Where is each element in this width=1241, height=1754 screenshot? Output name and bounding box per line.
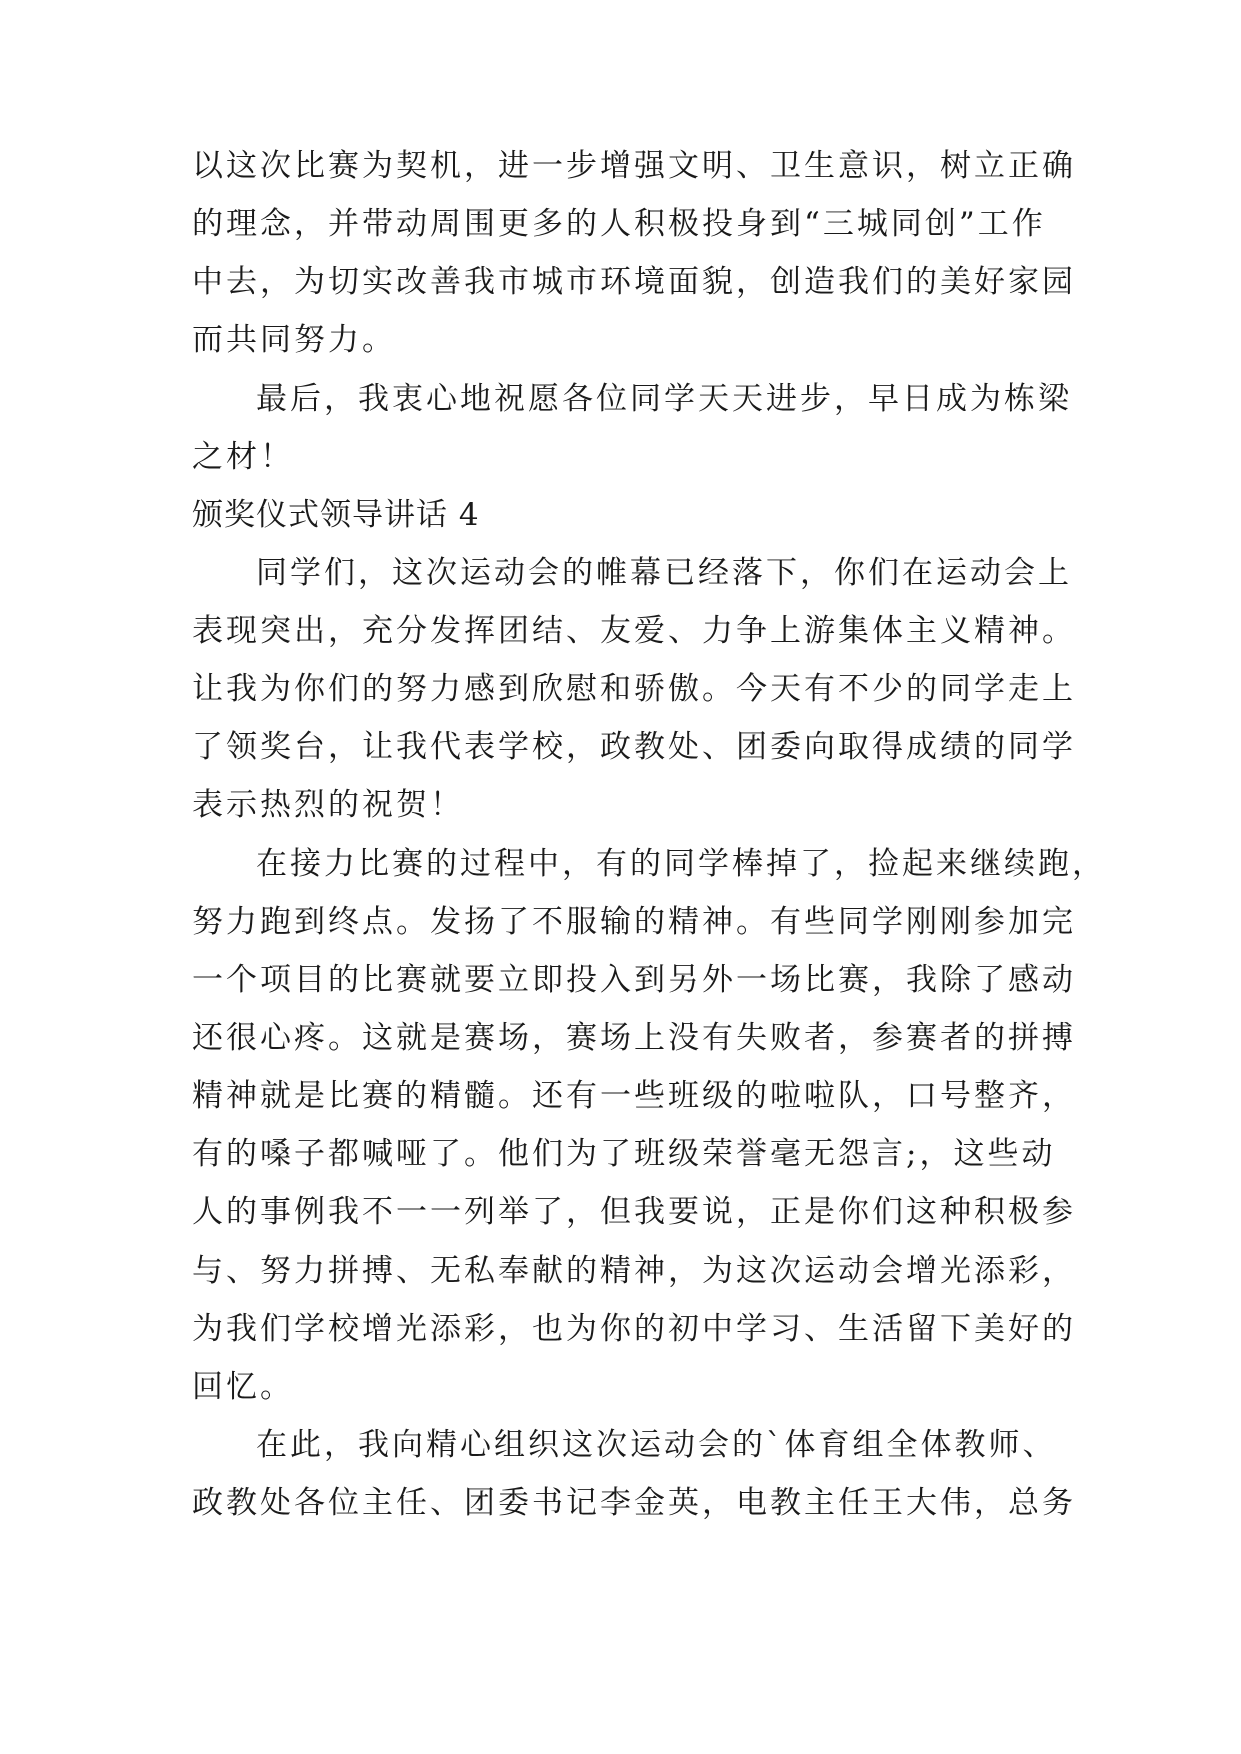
text-line: 一个项目的比赛就要立即投入到另外一场比赛，我除了感动 bbox=[192, 962, 1076, 998]
text-line: 表示热烈的祝贺！ bbox=[192, 787, 464, 823]
text-line: 的理念，并带动周围更多的人积极投身到“三城同创”工作 bbox=[192, 206, 1046, 242]
text-line: 在此，我向精心组织这次运动会的`体育组全体教师、 bbox=[256, 1427, 1057, 1463]
text-line: 之材！ bbox=[192, 439, 294, 475]
text-line: 表现突出，充分发挥团结、友爱、力争上游集体主义精神。 bbox=[192, 613, 1076, 649]
text-line: 精神就是比赛的精髓。还有一些班级的啦啦队，口号整齐， bbox=[192, 1078, 1076, 1114]
text-line: 让我为你们的努力感到欣慰和骄傲。今天有不少的同学走上 bbox=[192, 671, 1076, 707]
text-line: 还很心疼。这就是赛场，赛场上没有失败者，参赛者的拼搏 bbox=[192, 1020, 1076, 1056]
text-line: 政教处各位主任、团委书记李金英，电教主任王大伟，总务 bbox=[192, 1485, 1076, 1521]
text-line: 努力跑到终点。发扬了不服输的精神。有些同学刚刚参加完 bbox=[192, 904, 1076, 940]
text-line: 最后，我衷心地祝愿各位同学天天进步，早日成为栋梁 bbox=[256, 381, 1072, 417]
text-line: 为我们学校增光添彩，也为你的初中学习、生活留下美好的 bbox=[192, 1311, 1076, 1347]
text-line: 同学们，这次运动会的帷幕已经落下，你们在运动会上 bbox=[256, 555, 1072, 591]
text-line: 人的事例我不一一列举了，但我要说，正是你们这种积极参 bbox=[192, 1194, 1076, 1230]
text-line: 与、努力拼搏、无私奉献的精神，为这次运动会增光添彩， bbox=[192, 1253, 1076, 1289]
text-line: 中去，为切实改善我市城市环境面貌，创造我们的美好家园 bbox=[192, 264, 1076, 300]
text-line: 而共同努力。 bbox=[192, 322, 396, 358]
text-line: 有的嗓子都喊哑了。他们为了班级荣誉毫无怨言;，这些动 bbox=[192, 1136, 1056, 1172]
text-line: 以这次比赛为契机，进一步增强文明、卫生意识，树立正确 bbox=[192, 148, 1076, 184]
section-heading: 颁奖仪式领导讲话 4 bbox=[192, 497, 480, 533]
text-line: 在接力比赛的过程中，有的同学棒掉了，捡起来继续跑， bbox=[256, 846, 1106, 882]
text-line: 回忆。 bbox=[192, 1369, 294, 1405]
text-line: 了领奖台，让我代表学校，政教处、团委向取得成绩的同学 bbox=[192, 729, 1076, 765]
